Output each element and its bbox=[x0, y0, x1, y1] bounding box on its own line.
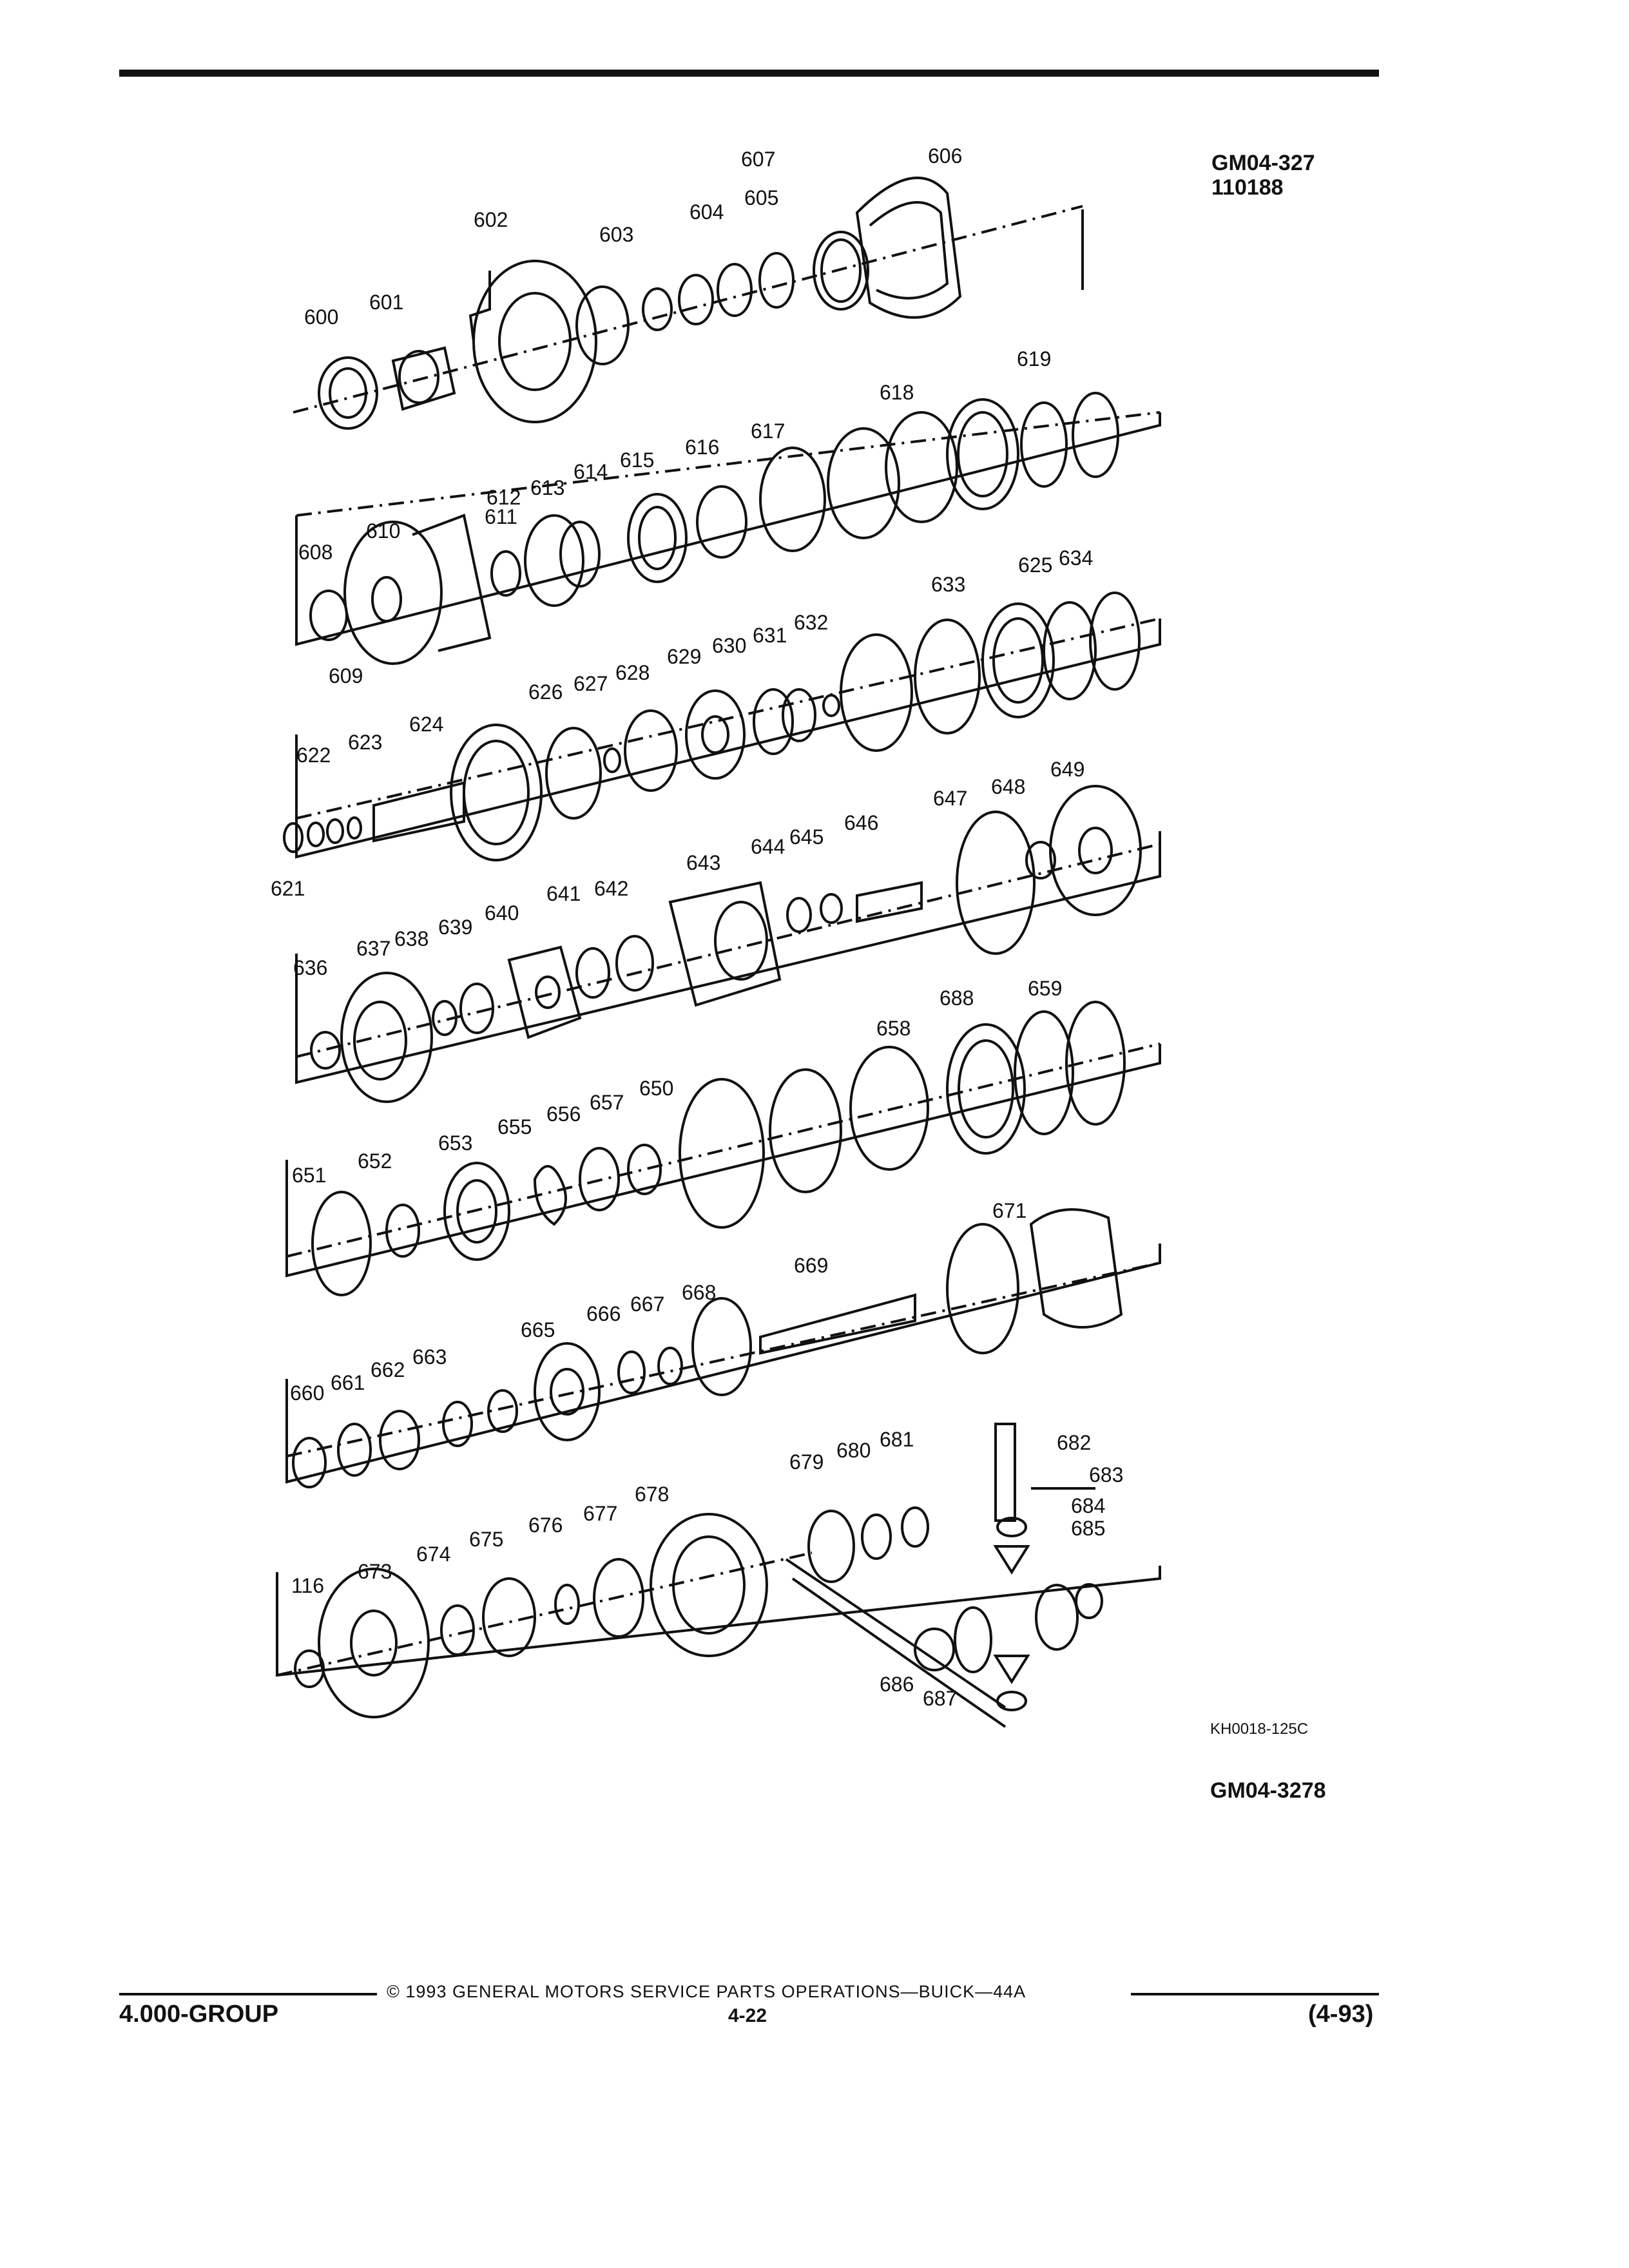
part-callout-619: 619 bbox=[1017, 347, 1052, 370]
footer-rule-right bbox=[1131, 1993, 1379, 1995]
part-callout-671: 671 bbox=[992, 1199, 1027, 1222]
part-callout-641: 641 bbox=[546, 882, 581, 905]
part-callout-602: 602 bbox=[474, 208, 508, 231]
part-callout-621: 621 bbox=[271, 877, 305, 900]
part-callout-616: 616 bbox=[685, 436, 720, 459]
part-callout-669: 669 bbox=[794, 1254, 829, 1277]
figure-code: GM04-3278 bbox=[1210, 1778, 1326, 1803]
part-callout-658: 658 bbox=[876, 1017, 911, 1040]
part-callout-615: 615 bbox=[620, 448, 655, 472]
part-callout-625: 625 bbox=[1018, 553, 1053, 577]
part-callout-652: 652 bbox=[358, 1149, 392, 1173]
copyright-line: © 1993 GENERAL MOTORS SERVICE PARTS OPERATIONS—BUICK—44A bbox=[387, 1982, 1027, 2001]
part-callout-685: 685 bbox=[1071, 1517, 1106, 1540]
part-callout-600: 600 bbox=[304, 305, 339, 329]
part-callout-645: 645 bbox=[789, 825, 824, 849]
part-callout-662: 662 bbox=[371, 1358, 405, 1381]
part-callout-661: 661 bbox=[331, 1371, 365, 1394]
part-callout-606: 606 bbox=[928, 144, 963, 168]
part-callout-657: 657 bbox=[590, 1091, 624, 1114]
part-callout-665: 665 bbox=[521, 1318, 555, 1341]
part-callout-605: 605 bbox=[744, 186, 779, 209]
part-callout-611: 611 bbox=[485, 505, 518, 528]
part-callout-682: 682 bbox=[1057, 1431, 1092, 1454]
part-callout-637: 637 bbox=[356, 937, 391, 960]
part-callout-680: 680 bbox=[836, 1439, 871, 1462]
part-callout-684: 684 bbox=[1071, 1494, 1106, 1517]
part-callout-643: 643 bbox=[686, 851, 721, 874]
part-callout-679: 679 bbox=[789, 1450, 824, 1474]
part-callout-648: 648 bbox=[991, 775, 1026, 798]
part-callout-687: 687 bbox=[923, 1687, 958, 1710]
part-callout-644: 644 bbox=[751, 835, 786, 858]
row-7-parts bbox=[277, 1424, 1160, 1727]
part-callout-660: 660 bbox=[290, 1381, 325, 1405]
footer-rule-left bbox=[119, 1993, 377, 1995]
part-callout-638: 638 bbox=[394, 927, 429, 950]
part-callout-683: 683 bbox=[1089, 1463, 1124, 1486]
part-callout-642: 642 bbox=[594, 877, 629, 900]
part-callout-604: 604 bbox=[689, 200, 724, 224]
part-callout-640: 640 bbox=[485, 901, 519, 925]
part-callout-647: 647 bbox=[933, 787, 968, 810]
part-callout-677: 677 bbox=[583, 1502, 618, 1525]
part-callout-116: 116 bbox=[291, 1574, 325, 1597]
part-callout-603: 603 bbox=[599, 223, 634, 246]
part-callout-632: 632 bbox=[794, 611, 829, 634]
part-callout-633: 633 bbox=[931, 573, 966, 596]
part-callout-630: 630 bbox=[712, 634, 747, 657]
part-callout-607: 607 bbox=[741, 148, 776, 171]
part-callout-653: 653 bbox=[438, 1131, 473, 1155]
part-callout-650: 650 bbox=[639, 1077, 674, 1100]
part-callout-666: 666 bbox=[586, 1302, 621, 1325]
part-callout-656: 656 bbox=[546, 1102, 581, 1126]
part-callout-628: 628 bbox=[615, 661, 650, 684]
part-callout-663: 663 bbox=[412, 1345, 447, 1369]
part-callout-608: 608 bbox=[298, 541, 333, 564]
part-callout-609: 609 bbox=[329, 664, 363, 687]
part-callout-623: 623 bbox=[348, 731, 383, 754]
part-callout-655: 655 bbox=[497, 1115, 532, 1139]
part-callout-626: 626 bbox=[528, 680, 563, 704]
part-callout-675: 675 bbox=[469, 1528, 504, 1551]
part-callout-636: 636 bbox=[293, 956, 328, 979]
part-callout-610: 610 bbox=[366, 519, 401, 543]
part-callout-686: 686 bbox=[880, 1673, 914, 1696]
group-label: 4.000-GROUP bbox=[119, 2001, 279, 2028]
part-callout-631: 631 bbox=[753, 624, 787, 647]
part-callout-651: 651 bbox=[292, 1164, 327, 1187]
part-callout-668: 668 bbox=[682, 1281, 717, 1304]
part-callout-618: 618 bbox=[880, 381, 914, 404]
part-callout-624: 624 bbox=[409, 713, 444, 736]
part-callout-649: 649 bbox=[1050, 758, 1085, 781]
part-callout-681: 681 bbox=[880, 1428, 914, 1451]
row-1-parts bbox=[293, 178, 1083, 428]
part-callout-676: 676 bbox=[528, 1514, 563, 1537]
part-callout-673: 673 bbox=[358, 1560, 392, 1583]
part-callout-678: 678 bbox=[635, 1483, 670, 1506]
part-callout-612: 612 bbox=[487, 486, 521, 509]
part-callout-659: 659 bbox=[1028, 977, 1063, 1000]
part-callout-627: 627 bbox=[574, 672, 608, 695]
part-callout-667: 667 bbox=[630, 1293, 665, 1316]
part-callout-601: 601 bbox=[369, 291, 404, 314]
part-callout-674: 674 bbox=[416, 1542, 451, 1566]
ref-code-1: GM04-327 bbox=[1211, 151, 1315, 175]
part-callout-634: 634 bbox=[1059, 546, 1094, 570]
drawing-code: KH0018-125C bbox=[1210, 1720, 1309, 1738]
part-callout-614: 614 bbox=[574, 460, 608, 483]
part-callout-688: 688 bbox=[940, 986, 974, 1010]
part-callout-629: 629 bbox=[667, 645, 702, 668]
date-code: (4-93) bbox=[1308, 2001, 1374, 2028]
part-callout-613: 613 bbox=[530, 476, 565, 499]
part-callout-617: 617 bbox=[751, 419, 786, 443]
ref-code-2: 110188 bbox=[1211, 175, 1284, 200]
row-5-parts bbox=[287, 1002, 1160, 1295]
page-number: 4-22 bbox=[728, 2005, 767, 2026]
part-callout-646: 646 bbox=[844, 811, 879, 834]
part-callout-622: 622 bbox=[296, 744, 331, 767]
part-callout-639: 639 bbox=[438, 916, 473, 939]
